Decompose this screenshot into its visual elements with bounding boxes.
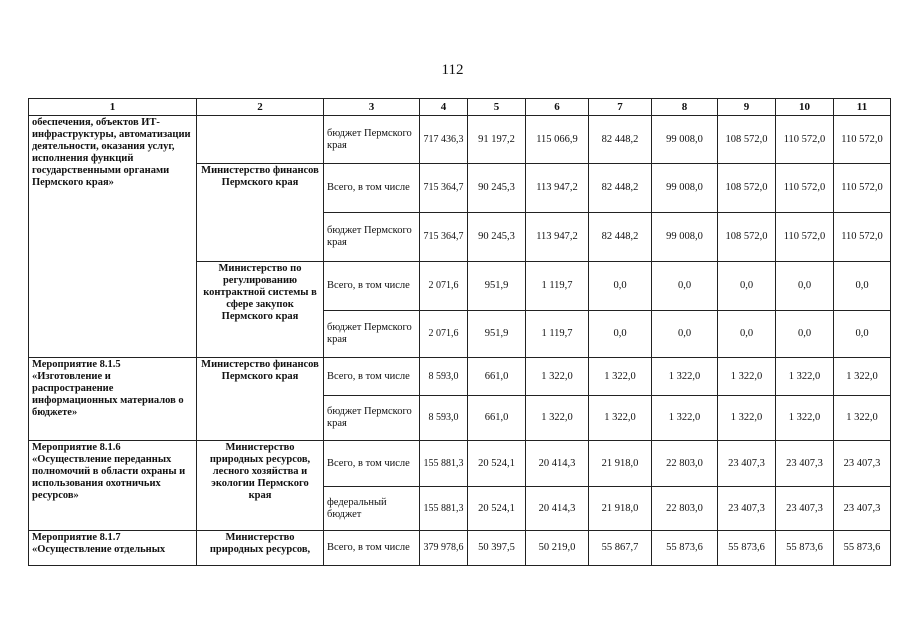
value-cell: 0,0 [834, 311, 891, 358]
value-cell: 8 593,0 [420, 358, 468, 396]
value-cell: 113 947,2 [526, 164, 589, 213]
col-header: 10 [776, 99, 834, 116]
value-cell: 20 524,1 [468, 441, 526, 487]
col-header: 1 [29, 99, 197, 116]
col-header: 6 [526, 99, 589, 116]
value-cell: 2 071,6 [420, 311, 468, 358]
table-row [29, 531, 891, 566]
value-cell: 115 066,9 [526, 116, 589, 164]
value-cell: 951,9 [468, 262, 526, 311]
value-cell: 0,0 [589, 311, 652, 358]
value-cell: 22 803,0 [652, 487, 718, 531]
value-cell: 1 322,0 [776, 396, 834, 441]
value-cell: 55 873,6 [776, 531, 834, 566]
value-cell: 715 364,7 [420, 164, 468, 213]
value-cell: 20 414,3 [526, 487, 589, 531]
value-cell: 0,0 [776, 262, 834, 311]
col-header: 8 [652, 99, 718, 116]
activity-cell: обеспечения, объектов ИТ-инфраструктуры, автоматизации деятельности, оказания услуг, исполнения функций государственными органами Пермского края» [29, 116, 197, 358]
value-cell: 110 572,0 [834, 164, 891, 213]
value-cell: 1 119,7 [526, 311, 589, 358]
value-cell: 110 572,0 [776, 213, 834, 262]
activity-cell: Мероприятие 8.1.7 «Осуществление отдельных [29, 531, 197, 566]
col-header: 5 [468, 99, 526, 116]
table-row [29, 358, 891, 396]
value-cell: 110 572,0 [776, 164, 834, 213]
value-cell: 82 448,2 [589, 213, 652, 262]
value-cell: 2 071,6 [420, 262, 468, 311]
value-cell: 20 414,3 [526, 441, 589, 487]
value-cell: 23 407,3 [834, 487, 891, 531]
value-cell: 1 322,0 [718, 396, 776, 441]
value-cell: 1 322,0 [526, 358, 589, 396]
value-cell: 1 322,0 [776, 358, 834, 396]
value-cell: 661,0 [468, 396, 526, 441]
value-cell: 99 008,0 [652, 213, 718, 262]
value-cell: 91 197,2 [468, 116, 526, 164]
value-cell: 715 364,7 [420, 213, 468, 262]
executor-cell: Министерство финансов Пермского края [197, 358, 324, 441]
value-cell: 1 119,7 [526, 262, 589, 311]
value-cell: 21 918,0 [589, 487, 652, 531]
source-cell: бюджет Пермского края [324, 396, 420, 441]
value-cell: 0,0 [776, 311, 834, 358]
value-cell: 0,0 [834, 262, 891, 311]
value-cell: 1 322,0 [834, 396, 891, 441]
value-cell: 55 873,6 [652, 531, 718, 566]
value-cell: 1 322,0 [834, 358, 891, 396]
value-cell: 23 407,3 [718, 487, 776, 531]
value-cell: 55 873,6 [834, 531, 891, 566]
value-cell: 50 397,5 [468, 531, 526, 566]
value-cell: 23 407,3 [834, 441, 891, 487]
value-cell: 23 407,3 [776, 487, 834, 531]
value-cell: 90 245,3 [468, 164, 526, 213]
table-row [29, 441, 891, 487]
col-header: 4 [420, 99, 468, 116]
value-cell: 90 245,3 [468, 213, 526, 262]
value-cell: 379 978,6 [420, 531, 468, 566]
value-cell: 110 572,0 [834, 213, 891, 262]
value-cell: 113 947,2 [526, 213, 589, 262]
value-cell: 1 322,0 [589, 396, 652, 441]
col-header: 9 [718, 99, 776, 116]
value-cell: 21 918,0 [589, 441, 652, 487]
value-cell: 55 873,6 [718, 531, 776, 566]
col-header: 3 [324, 99, 420, 116]
col-header: 11 [834, 99, 891, 116]
value-cell: 1 322,0 [652, 358, 718, 396]
value-cell: 1 322,0 [526, 396, 589, 441]
header-row [29, 99, 891, 116]
col-header: 2 [197, 99, 324, 116]
value-cell: 0,0 [718, 311, 776, 358]
source-cell: Всего, в том числе [324, 164, 420, 213]
activity-cell: Мероприятие 8.1.5 «Изготовление и распространение информационных материалов о бюджете» [29, 358, 197, 441]
value-cell: 1 322,0 [652, 396, 718, 441]
value-cell: 110 572,0 [776, 116, 834, 164]
value-cell: 951,9 [468, 311, 526, 358]
value-cell: 0,0 [718, 262, 776, 311]
value-cell: 0,0 [652, 262, 718, 311]
value-cell: 50 219,0 [526, 531, 589, 566]
budget-table [28, 98, 891, 566]
executor-cell: Министерство природных ресурсов, [197, 531, 324, 566]
value-cell: 108 572,0 [718, 116, 776, 164]
value-cell: 661,0 [468, 358, 526, 396]
value-cell: 20 524,1 [468, 487, 526, 531]
value-cell: 0,0 [589, 262, 652, 311]
value-cell: 23 407,3 [718, 441, 776, 487]
source-cell: федеральный бюджет [324, 487, 420, 531]
value-cell: 110 572,0 [834, 116, 891, 164]
executor-cell: Министерство по регулированию контрактной системы в сфере закупок Пермского края [197, 262, 324, 358]
value-cell: 23 407,3 [776, 441, 834, 487]
source-cell: Всего, в том числе [324, 358, 420, 396]
source-cell: бюджет Пермского края [324, 311, 420, 358]
value-cell: 99 008,0 [652, 116, 718, 164]
value-cell: 99 008,0 [652, 164, 718, 213]
value-cell: 82 448,2 [589, 116, 652, 164]
page-number: 112 [441, 62, 464, 78]
source-cell: Всего, в том числе [324, 441, 420, 487]
value-cell: 0,0 [652, 311, 718, 358]
executor-cell: Министерство природных ресурсов, лесного хозяйства и экологии Пермского края [197, 441, 324, 531]
value-cell: 82 448,2 [589, 164, 652, 213]
value-cell: 155 881,3 [420, 487, 468, 531]
activity-cell: Мероприятие 8.1.6 «Осуществление переданных полномочий в области охраны и использования охотничьих ресурсов» [29, 441, 197, 531]
value-cell: 155 881,3 [420, 441, 468, 487]
source-cell: Всего, в том числе [324, 531, 420, 566]
source-cell: бюджет Пермского края [324, 116, 420, 164]
source-cell: бюджет Пермского края [324, 213, 420, 262]
value-cell: 1 322,0 [718, 358, 776, 396]
value-cell: 1 322,0 [589, 358, 652, 396]
value-cell: 55 867,7 [589, 531, 652, 566]
value-cell: 22 803,0 [652, 441, 718, 487]
value-cell: 8 593,0 [420, 396, 468, 441]
source-cell: Всего, в том числе [324, 262, 420, 311]
executor-cell [197, 116, 324, 164]
value-cell: 717 436,3 [420, 116, 468, 164]
col-header: 7 [589, 99, 652, 116]
table-row [29, 116, 891, 164]
value-cell: 108 572,0 [718, 164, 776, 213]
executor-cell: Министерство финансов Пермского края [197, 164, 324, 262]
value-cell: 108 572,0 [718, 213, 776, 262]
